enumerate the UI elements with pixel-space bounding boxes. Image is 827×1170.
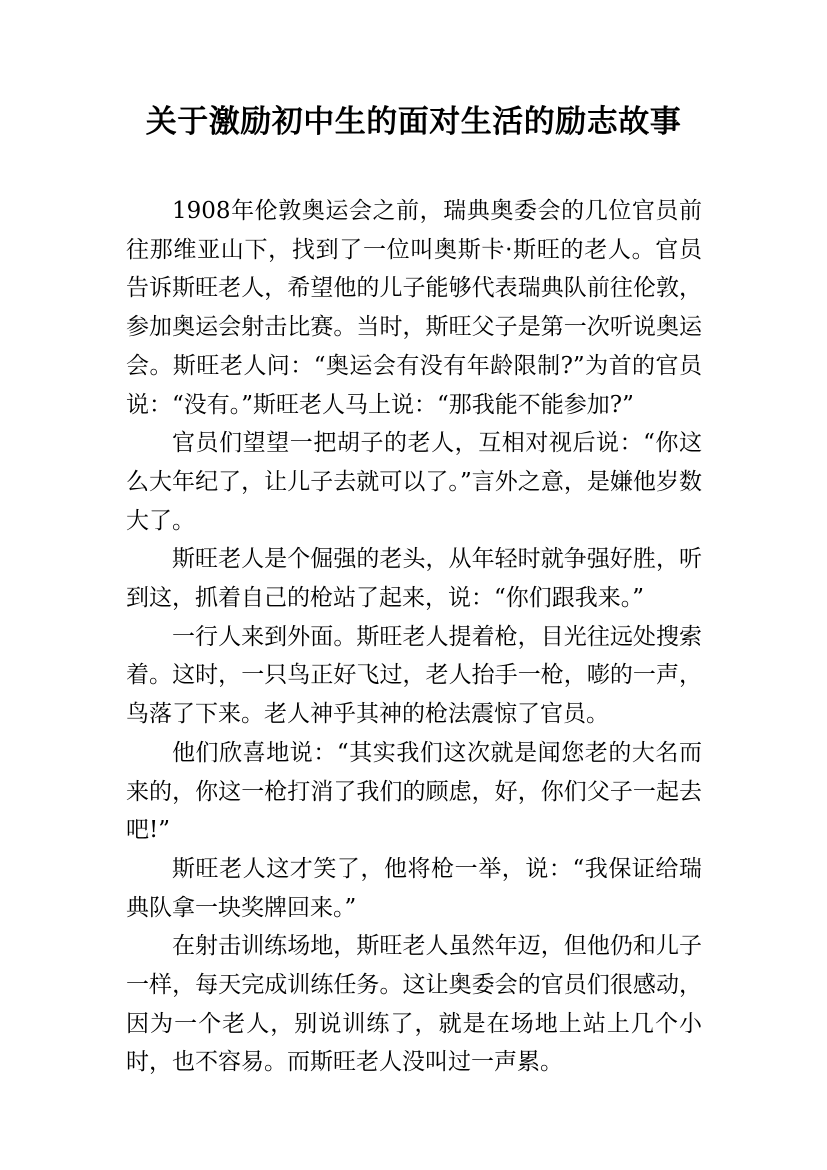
paragraph: 他们欣喜地说：“其实我们这次就是闻您老的大名而来的，你这一枪打消了我们的顾虑，好，你们父子一起去吧!” [126,739,702,844]
paragraph: 官员们望望一把胡子的老人，互相对视后说：“你这么大年纪了，让儿子去就可以了。”言外之意，是嫌他岁数大了。 [126,430,702,534]
paragraph: 一行人来到外面。斯旺老人提着枪，目光往远处搜索着。这时，一只鸟正好飞过，老人抬手一枪，嘭的一声，鸟落了下来。老人神乎其神的枪法震惊了官员。 [126,623,702,728]
document-title: 关于激励初中生的面对生活的励志故事 [145,104,682,140]
paragraph: 1908年伦敦奥运会之前，瑞典奥委会的几位官员前往那维亚山下，找到了一位叫奥斯卡·斯旺的老人。官员告诉斯旺老人，希望他的儿子能够代表瑞典队前往伦敦，参加奥运会射击比赛。当时，斯旺父子是第一次听说奥运会。斯旺老人问：“奥运会有没有年龄限制?”为首的官员说：“没有。”斯旺老人马上说：“那我能不能参加?” [126,198,702,418]
paragraph: 斯旺老人是个倔强的老头，从年轻时就争强好胜，听到这，抓着自己的枪站了起来，说：“你们跟我来。” [126,546,702,612]
paragraph: 斯旺老人这才笑了，他将枪一举，说：“我保证给瑞典队拿一块奖牌回来。” [126,855,702,921]
paragraph: 在射击训练场地，斯旺老人虽然年迈，但他仍和儿子一样，每天完成训练任务。这让奥委会的官员们很感动，因为一个老人，别说训练了，就是在场地上站上几个小时，也不容易。而斯旺老人没叫过一声累。 [126,933,702,1076]
document-body [126,192,702,1082]
